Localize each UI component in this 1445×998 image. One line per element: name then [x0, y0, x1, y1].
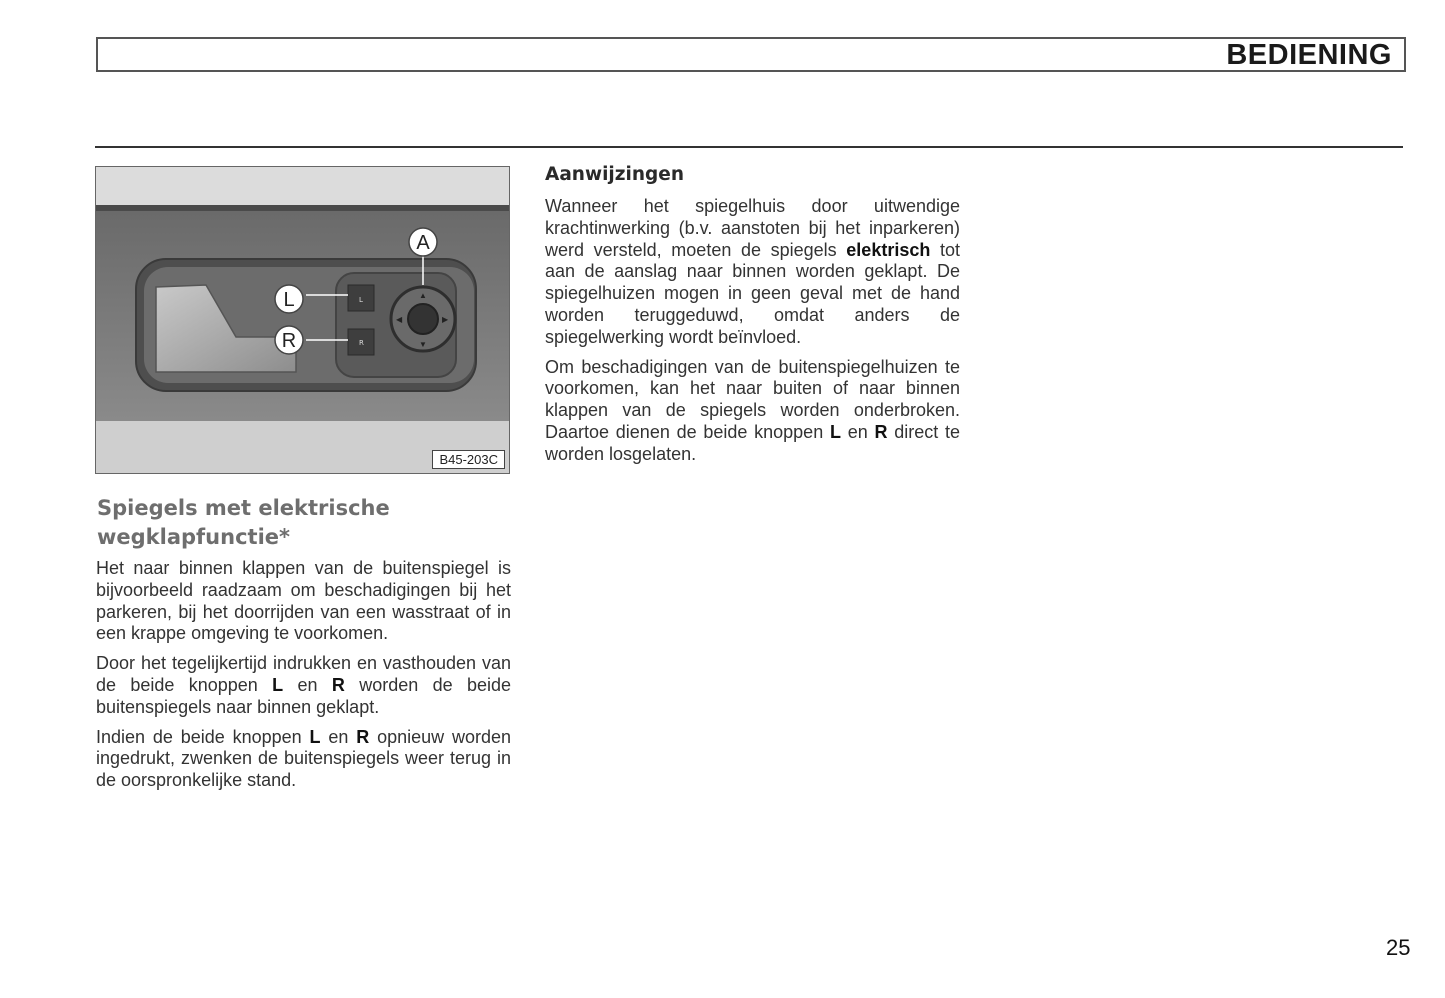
- key-label: R: [874, 421, 888, 442]
- button-l-mark: L: [359, 296, 363, 304]
- svg-text:▲: ▲: [419, 291, 427, 300]
- right-column-text: [545, 196, 960, 474]
- key-label: R: [356, 726, 370, 747]
- callout-r-label: R: [281, 330, 297, 352]
- emphasis: elektrisch: [846, 239, 931, 260]
- paragraph: [96, 653, 511, 718]
- text-run: Indien de beide knoppen: [96, 726, 310, 747]
- paragraph: Het naar binnen klappen van de buitenspiegel is bijvoorbeeld raadzaam om beschadigingen bij het parkeren, bij het doorrijden van een wasstraat of in een krappe omgeving te voorkomen.: [96, 558, 511, 644]
- paragraph: [545, 196, 960, 349]
- notes-heading: Aanwijzingen: [545, 164, 684, 185]
- heading-line-2: wegklapfunctie*: [97, 525, 290, 549]
- section-title: BEDIENING: [1226, 39, 1392, 71]
- text-run: en: [320, 726, 357, 747]
- left-column-text: [96, 558, 511, 800]
- text-run: en: [840, 421, 875, 442]
- horizontal-rule: [95, 146, 1403, 148]
- button-r-mark: R: [359, 339, 364, 347]
- key-label: L: [309, 726, 321, 747]
- paragraph: [96, 727, 511, 792]
- svg-text:◀: ◀: [396, 315, 403, 324]
- text-run: tot aan de aanslag naar binnen worden geklapt. De spiegelhuizen mogen in geen geval met de hand worden teruggeduwd, omdat anders de spiegelwerking wordt beïnvloed.: [545, 239, 961, 347]
- text-run: Door het tegelijkertijd indrukken en vasthouden van de beide knoppen: [96, 653, 511, 695]
- mirror-control-figure: [95, 166, 510, 474]
- svg-text:▼: ▼: [419, 340, 427, 349]
- callout-l-label: L: [283, 289, 295, 311]
- key-label: L: [829, 421, 841, 442]
- svg-text:▶: ▶: [442, 315, 449, 324]
- text-run: worden de beide buitenspiegels naar binnen geklapt.: [96, 674, 511, 717]
- text-run: direct te worden losgelaten.: [545, 421, 960, 464]
- text-run: Om beschadigingen van de buitenspiegelhuizen te voorkomen, kan het naar buiten of naar binnen klappen van de spiegels worden onderbroken. Daartoe dienen de beide knoppen: [545, 356, 960, 442]
- page-number: 25: [1386, 935, 1411, 960]
- door-panel-illustration: [96, 167, 510, 474]
- key-label: R: [331, 674, 345, 695]
- text-run: Wanneer het spiegelhuis door uitwendige krachtinwerking (b.v. aanstoten bij het inparkeren) werd versteld, moeten de spiegels: [545, 196, 960, 260]
- heading-line-1: Spiegels met elektrische: [97, 496, 390, 520]
- section-header-box: [96, 37, 1406, 72]
- paragraph: [545, 357, 960, 466]
- figure-code: B45-203C: [432, 450, 505, 469]
- key-label: L: [272, 674, 284, 695]
- text-run: opnieuw worden ingedrukt, zwenken de buitenspiegels weer terug in de oorspronkelijke stand.: [96, 726, 511, 791]
- callout-a-label: A: [416, 232, 430, 254]
- section-heading: [97, 494, 517, 552]
- text-run: en: [283, 674, 332, 695]
